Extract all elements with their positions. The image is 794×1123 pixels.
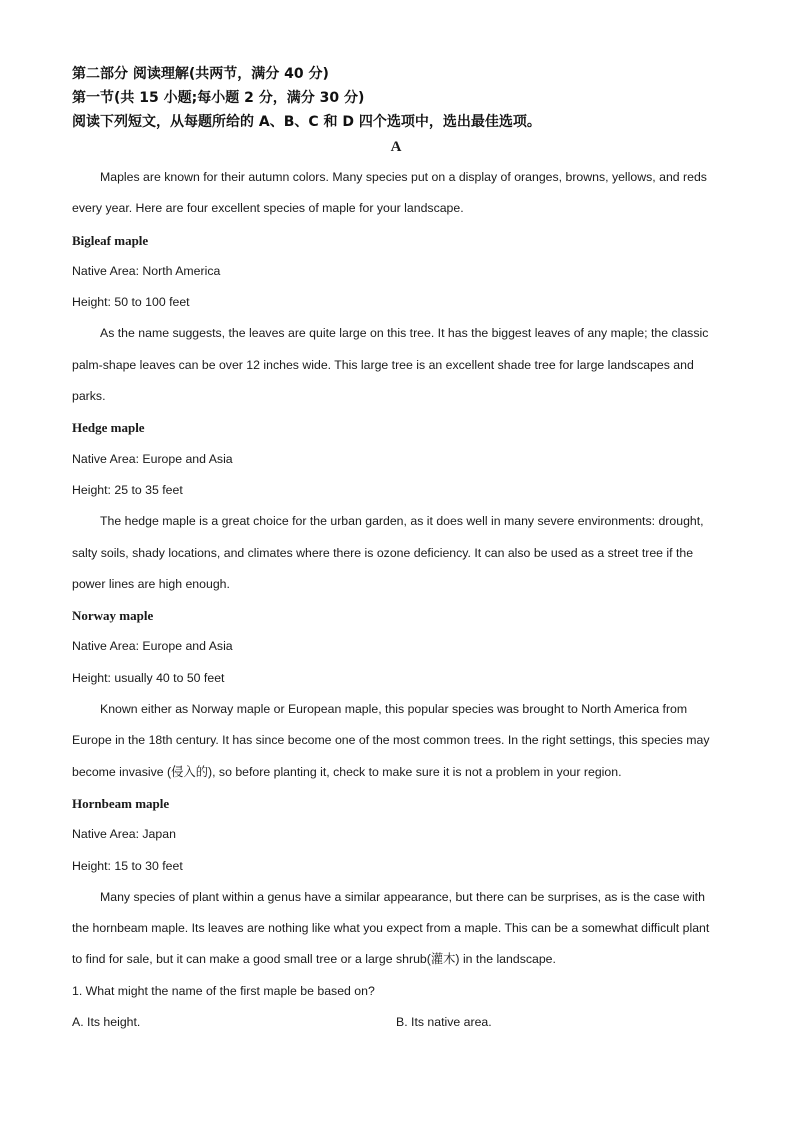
species-height: Height: usually 40 to 50 feet [72, 670, 225, 685]
species-native-area: Native Area: North America [72, 263, 221, 278]
species-native-area: Native Area: Japan [72, 827, 176, 842]
species-height: Height: 25 to 35 feet [72, 482, 183, 497]
species-name: Hedge maple [72, 420, 145, 436]
species-native-area: Native Area: Europe and Asia [72, 451, 233, 466]
species-description: The hedge maple is a great choice for the urban garden, as it does well in many severe environments: drought, salty soils, shady locations, and climates where there is ozone deficiency. It can also be used as a street tree if the power lines are high enough. [72, 514, 704, 591]
species-native-area: Native Area: Europe and Asia [72, 639, 233, 654]
species-height: Height: 50 to 100 feet [72, 295, 190, 310]
species-name: Hornbeam maple [72, 795, 170, 811]
passage-label: A [390, 139, 402, 155]
species-name: Norway maple [72, 608, 154, 624]
question-stem: 1. What might the name of the first maple be based on? [72, 983, 375, 998]
species-name: Bigleaf maple [72, 232, 149, 248]
instructions: 阅读下列短文，从每题所给的 A、B、C 和 D 四个选项中，选出最佳选项。 [72, 114, 541, 130]
part-title: 第二部分 阅读理解(共两节，满分 40 分) [72, 66, 329, 82]
species-description: As the name suggests, the leaves are quite large on this tree. It has the biggest leaves of any maple; the classic palm-shape leaves can be over 12 inches wide. This large tree is an excellent shade tree for large landscapes and parks. [72, 326, 709, 404]
intro-paragraph: Maples are known for their autumn colors. Many species put on a display of oranges, browns, yellows, and reds every year. Here are four excellent species of maple for your landscape. [72, 170, 707, 216]
option-a: A. Its height. [72, 1015, 141, 1030]
section-title: 第一节(共 15 小题;每小题 2 分，满分 30 分) [72, 90, 365, 106]
species-description: Known either as Norway maple or European maple, this popular species was brought to North America from Europe in the 18th century. It has since become one of the most common trees. In the right settings, this species may become invasive (侵入的), so before planting it, check to make sure it is not a problem in your region. [72, 702, 710, 779]
answer-options [72, 1007, 720, 1038]
option-b: B. Its native area. [396, 1015, 492, 1030]
species-description: Many species of plant within a genus have a similar appearance, but there can be surprises, as is the case with the hornbeam maple. Its leaves are nothing like what you expect from a maple. This can be a somewhat difficult plant to find for sale, but it can make a good small tree or a large shrub(灌木) in the landscape. [72, 889, 710, 967]
species-height: Height: 15 to 30 feet [72, 858, 183, 873]
exam-page [72, 62, 720, 1038]
